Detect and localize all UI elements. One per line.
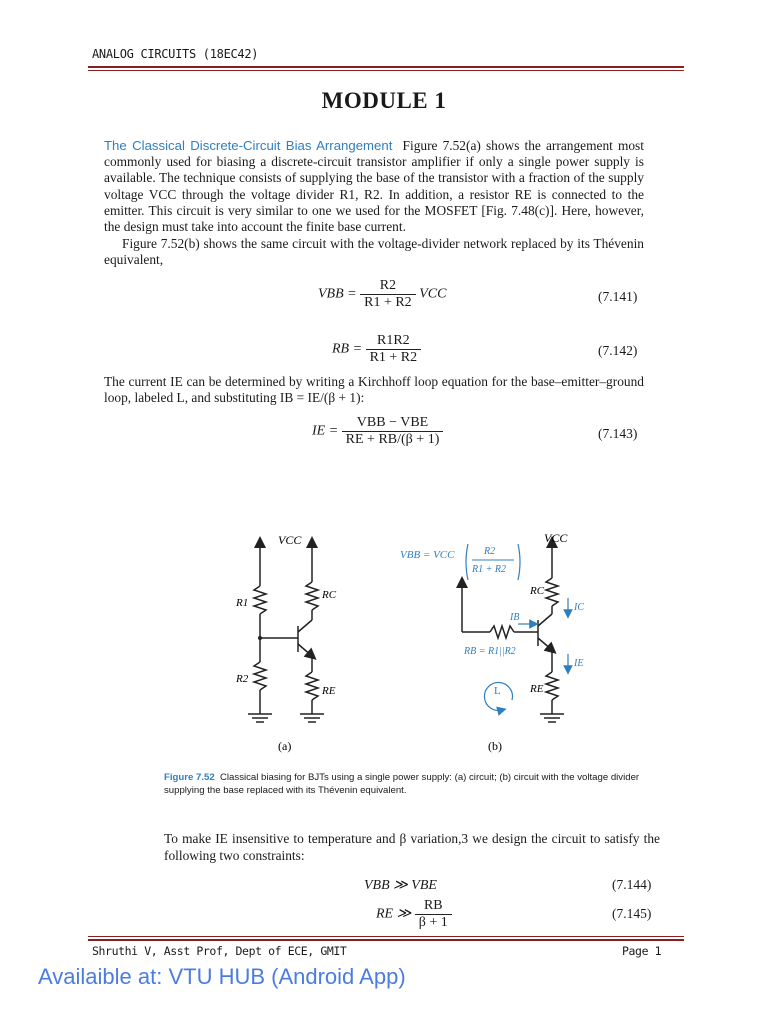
course-header: ANALOG CIRCUITS (18EC42) (92, 47, 259, 61)
eq142-num: R1R2 (366, 333, 422, 350)
b-label: (b) (488, 739, 502, 753)
eq143-lhs: IE = (312, 423, 339, 439)
availability-notice: Availaible at: VTU HUB (Android App) (38, 964, 406, 989)
eq144-text: VBB ≫ VBE (364, 878, 437, 893)
footer-rule (88, 939, 684, 941)
section-paragraph-1 (104, 138, 644, 235)
equation-7-145 (376, 898, 452, 931)
section-paragraph-2: Figure 7.52(b) shows the same circuit with the voltage-divider network replaced by its Thévenin equivalent, (104, 236, 644, 268)
eq143-num: VBB − VBE (342, 415, 444, 432)
a-r2-label: R2 (236, 673, 249, 685)
a-label: (a) (278, 739, 292, 753)
footer-page-number: Page 1 (622, 944, 662, 958)
b-vbb-den: R1 + R2 (472, 564, 506, 575)
header-rule (88, 66, 684, 68)
b-loop-label: L (494, 685, 501, 697)
equation-7-143 (312, 415, 443, 448)
eq141-tail: VCC (419, 286, 447, 302)
eq142-den: R1 + R2 (369, 350, 418, 365)
b-ie-label: IE (574, 658, 584, 669)
caption-text: Classical biasing for BJTs using a single power supply: (a) circuit; (b) circuit with the voltage divider supplying the base replaced with its Thévenin equivalent. (164, 772, 640, 796)
eq145-number: (7.145) (612, 906, 652, 921)
b-vcc-label: VCC (544, 531, 568, 545)
a-re-label: RE (322, 685, 336, 697)
b-rc-label: RC (530, 585, 545, 597)
eq145-num: RB (415, 898, 452, 915)
b-ib-label: IB (510, 612, 520, 623)
b-vbb-num: R2 (484, 546, 496, 557)
figure-caption (164, 771, 660, 797)
eq145-lhs: RE ≫ (376, 906, 412, 922)
eq142-lhs: RB = (332, 341, 363, 357)
b-ic-label: IC (574, 602, 584, 613)
eq141-lhs: VBB = (318, 286, 357, 302)
equation-7-141 (318, 278, 446, 311)
a-rc-label: RC (322, 589, 337, 601)
section-paragraph-3: The current IE can be determined by writing a Kirchhoff loop equation for the base–emitter–ground loop, labeled L, and substituting IB = IE/(β + 1): (104, 374, 644, 406)
equation-7-144 (364, 877, 437, 894)
b-vbb-eq: VBB = VCC (400, 549, 455, 561)
eq141-num: R2 (360, 278, 416, 295)
b-re-label: RE (530, 683, 544, 695)
eq145-den: β + 1 (418, 915, 448, 930)
footer-author: Shruthi V, Asst Prof, Dept of ECE, GMIT (92, 944, 347, 958)
circuit-a (248, 542, 324, 722)
paragraph-1-text: Figure 7.52(a) shows the arrangement most commonly used for biasing a discrete-circuit transistor amplifier if only a single power supply is available. The technique consists of supplying the base of the transistor with a fraction of the supply voltage VCC through the voltage divider R1, R2. In addition, a resistor RE is connected to the emitter. This circuit is very similar to one we used for the MOSFET [Fig. 7.48(c)]. Here, however, the design must take into account the finite base current. (104, 138, 644, 235)
equation-7-142 (332, 333, 421, 366)
eq143-number: (7.143) (598, 426, 638, 441)
figure-7-52 (200, 522, 620, 754)
footer-rule-thin (88, 936, 684, 937)
section-heading: The Classical Discrete-Circuit Bias Arrangement (104, 138, 393, 153)
eq142-number: (7.142) (598, 343, 638, 358)
eq141-number: (7.141) (598, 289, 638, 304)
eq144-number: (7.144) (612, 877, 652, 892)
a-r1-label: R1 (236, 597, 249, 609)
eq141-den: R1 + R2 (364, 295, 412, 310)
eq143-den: RE + RB/(β + 1) (345, 432, 440, 447)
caption-label: Figure 7.52 (164, 772, 215, 783)
a-vcc-label: VCC (278, 533, 302, 547)
header-rule-thin (88, 70, 684, 71)
page-title: MODULE 1 (321, 88, 447, 113)
paragraph-4: To make IE insensitive to temperature and β variation,3 we design the circuit to satisfy the following two constraints: (164, 831, 660, 863)
b-rb-eq: RB = R1||R2 (464, 646, 516, 657)
